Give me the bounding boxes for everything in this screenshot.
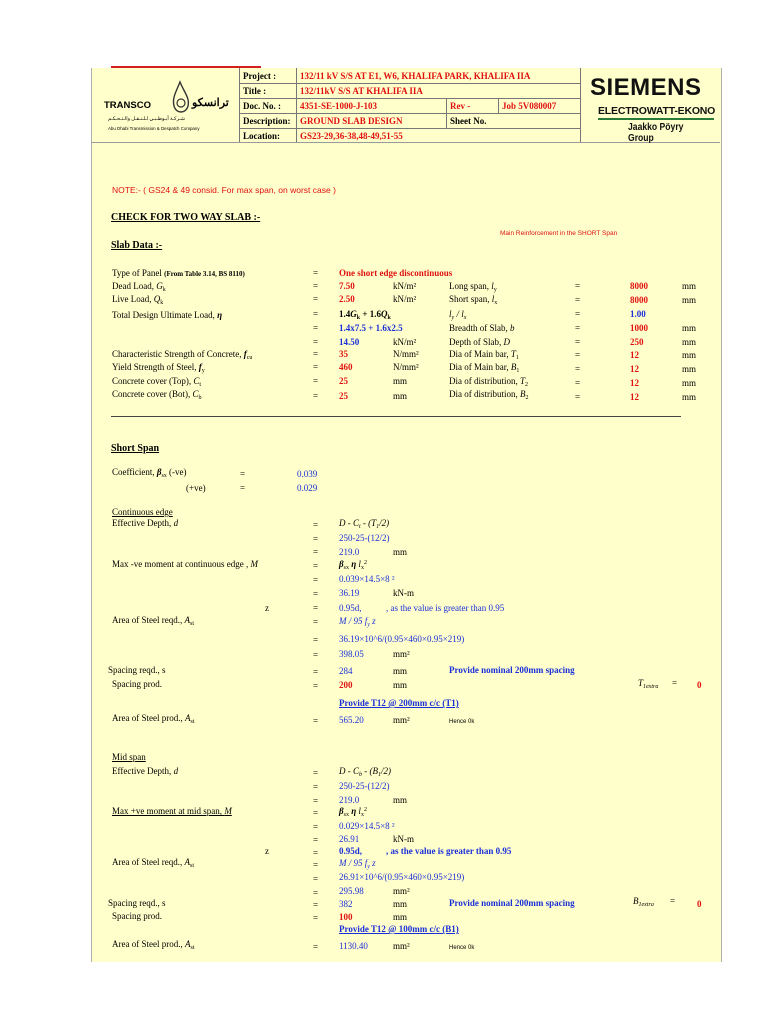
mid-effective-depth-label: Effective Depth, d [112, 766, 179, 776]
eq: = [313, 561, 319, 571]
eq: = [313, 835, 319, 845]
cover-top-value: 25 [339, 376, 348, 386]
effective-depth-value: 219.0 [339, 547, 360, 557]
siemens-logo [588, 72, 716, 144]
provide-b1: Provide T12 @ 100mm c/c (B1) [339, 924, 459, 934]
eq: = [313, 942, 319, 952]
mid-spacing-prov-unit: mm [393, 912, 408, 922]
moment-unit: kN-m [393, 588, 414, 598]
calculation-sheet [91, 68, 722, 962]
breadth-label: Breadth of Slab, b [449, 323, 515, 333]
fcu-label: Characteristic Strength of Concrete, $f_{cu}$ [112, 349, 253, 361]
tdul-value: 14.50 [339, 337, 360, 347]
tdul-formula: $1.4G_k + 1.6Q_k$ [339, 309, 391, 321]
eq: = [313, 900, 319, 910]
fy-label: Yield Strength of Steel, $f_y$ [112, 362, 205, 374]
eq: = [313, 874, 319, 884]
mid-moment-unit: kN-m [393, 834, 414, 844]
mid-steel-area-req-formula: M / 95 $f_y$ z [339, 858, 376, 870]
eq: = [313, 520, 319, 530]
lever-arm-value: 0.95d, [339, 603, 362, 613]
slab-data-title: Slab Data :- [111, 240, 163, 251]
mid-steel-area-prov-unit: mm² [393, 941, 410, 951]
mid-effective-depth-unit: mm [393, 795, 408, 805]
tdul-unit: kN/m² [393, 337, 417, 347]
eq: = [575, 350, 581, 360]
eq: = [313, 635, 319, 645]
eq: = [313, 547, 319, 557]
eq: = [313, 848, 319, 858]
long-span-label: Long span, $l_y$ [449, 281, 497, 293]
main-bar-b1-label: Dia of Main bar, $B_1$ [449, 362, 520, 374]
moment-substituted: 0.039×14.5×8 ² [339, 574, 395, 584]
mid-spacing-note: Provide nominal 200mm spacing [449, 898, 575, 908]
eq: = [313, 362, 319, 372]
mid-steel-area-req-unit: mm² [393, 886, 410, 896]
steel-area-prov-label: Area of Steel prod., $A_{st}$ [112, 713, 195, 725]
divider [296, 68, 297, 142]
eq: = [313, 337, 319, 347]
siemens-wordmark: SIEMENS [590, 74, 702, 101]
eq: = [575, 378, 581, 388]
short-span-label: Short span, $l_x$ [449, 294, 498, 306]
live-load-label: Live Load, $Q_k$ [112, 294, 164, 306]
eq: = [575, 309, 581, 319]
fy-unit: N/mm² [393, 362, 419, 372]
dead-load-value: 7.50 [339, 281, 355, 291]
eq: = [313, 796, 319, 806]
cover-bot-unit: mm [393, 391, 408, 401]
dist-bar-b2-value: 12 [630, 392, 639, 402]
effective-depth-label: Effective Depth, d [112, 518, 179, 528]
eq: = [575, 364, 581, 374]
dead-load-unit: kN/m² [393, 281, 417, 291]
mid-spacing-req-value: 382 [339, 899, 353, 909]
effective-depth-substituted: 250-25-(12/2) [339, 533, 390, 543]
divider [239, 128, 580, 129]
fcu-unit: N/mm² [393, 349, 419, 359]
mid-spacing-req-unit: mm [393, 899, 408, 909]
eq: = [313, 534, 319, 544]
eq: = [313, 768, 319, 778]
electrowatt-ekono: ELECTROWATT-EKONO [598, 105, 716, 117]
steel-area-prov-unit: mm² [393, 715, 410, 725]
main-bar-t1-value: 12 [630, 350, 639, 360]
main-bar-b1-unit: mm [682, 364, 697, 374]
hence-ok: Hence 0k [449, 719, 475, 725]
dist-bar-t2-label: Dia of distribution, $T_2$ [449, 376, 529, 388]
bottom-extra-label: $B_{1extra}$ [633, 896, 654, 908]
description-value: GROUND SLAB DESIGN [300, 116, 403, 126]
location-label: Location: [243, 131, 280, 141]
mid-lever-arm-label: z [265, 846, 269, 856]
note: NOTE:- ( GS24 & 49 consid. For max span, on worst case ) [112, 185, 336, 195]
spacing-prov-value: 200 [339, 680, 353, 690]
eq: = [240, 483, 246, 493]
mid-spacing-req-label: Spacing reqd., s [108, 898, 166, 908]
divider [239, 113, 580, 114]
transco-arabic: ترانسكو [192, 97, 229, 109]
mid-lever-arm-note: , as the value is greater than 0.95 [386, 846, 512, 856]
transco-tagline-en: Abu Dhabi Transmission & Despatch Company [108, 126, 200, 131]
provide-t1: Provide T12 @ 200mm c/c (T1) [339, 698, 459, 708]
panel-type-label: Type of Panel (From Table 3.14, BS 8110) [112, 268, 245, 278]
eq: = [313, 309, 319, 319]
mid-steel-area-req-label: Area of Steel reqd., $A_{st}$ [112, 857, 194, 869]
coefficient-pos-value: 0.029 [297, 483, 318, 493]
depth-label: Depth of Slab, D [449, 337, 510, 347]
location-value: GS23-29,36-38,48-49,51-55 [300, 131, 403, 141]
main-reinforcement-note: Main Reinforcement in the SHORT Span [500, 230, 618, 237]
mid-moment-substituted: 0.029×14.5×8 ² [339, 821, 395, 831]
short-span-title: Short Span [111, 443, 160, 454]
jaakko-poyry-group: Jaakko Pöyry Group [628, 122, 684, 144]
tdul-substituted: 1.4x7.5 + 1.6x2.5 [339, 323, 403, 333]
eq: = [313, 860, 319, 870]
dist-bar-t2-value: 12 [630, 378, 639, 388]
breadth-value: 1000 [630, 323, 648, 333]
transco-logo [100, 78, 234, 134]
dist-bar-b2-unit: mm [682, 392, 697, 402]
span-ratio-value: 1.00 [630, 309, 646, 319]
mid-spacing-prov-label: Spacing prod. [112, 911, 162, 921]
eq: = [313, 575, 319, 585]
steel-area-req-value: 398.05 [339, 649, 364, 659]
divider [239, 98, 580, 99]
eq: = [313, 888, 319, 898]
eq: = [313, 667, 319, 677]
top-extra-label: $T_{1extra}$ [638, 678, 659, 690]
eq: = [313, 650, 319, 660]
rev-label: Rev - [450, 101, 471, 111]
mid-moment-value: 26.91 [339, 834, 360, 844]
eq: = [672, 678, 678, 688]
tdul-label: Total Design Ultimate Load, η [112, 310, 223, 320]
eq: = [575, 392, 581, 402]
mid-spacing-prov-value: 100 [339, 912, 353, 922]
cover-bot-label: Concrete cover (Bot), $C_b$ [112, 389, 202, 401]
eq: = [313, 617, 319, 627]
transco-name: TRANSCO [104, 100, 151, 111]
sheet-no-label: Sheet No. [450, 116, 487, 126]
eq: = [313, 391, 319, 401]
steel-area-req-unit: mm² [393, 649, 410, 659]
project-value: 132/11 kV S/S AT E1, W6, KHALIFA PARK, KHALIFA IIA [300, 71, 531, 81]
eq: = [313, 589, 319, 599]
eq: = [313, 808, 319, 818]
coefficient-neg-value: 0.039 [297, 469, 318, 479]
breadth-unit: mm [682, 323, 697, 333]
mid-span-title: Mid span [112, 752, 146, 762]
effective-depth-unit: mm [393, 547, 408, 557]
transco-tagline-ar: شـركـة أبـوظـبـي لـلـنـقـل والـتـحـكـم [108, 117, 185, 122]
main-bar-t1-label: Dia of Main bar, $T_1$ [449, 349, 519, 361]
eq: = [575, 295, 581, 305]
eq: = [575, 323, 581, 333]
mid-moment-formula: $\beta_{sx}$ η $l_x^2$ [339, 806, 367, 818]
mid-lever-arm-value: 0.95d, [339, 846, 363, 856]
mid-effective-depth-value: 219.0 [339, 795, 360, 805]
steel-area-req-formula: M / 95 $f_y$ z [339, 616, 376, 628]
short-span-unit: mm [682, 295, 697, 305]
lever-arm-note: , as the value is greater than 0.95 [386, 603, 505, 613]
fy-value: 460 [339, 362, 353, 372]
steel-area-req-label: Area of Steel reqd., $A_{st}$ [112, 615, 194, 627]
divider [580, 68, 581, 142]
continuous-edge-title: Continuous edge [112, 507, 173, 517]
doc-no-label: Doc. No. : [243, 101, 281, 111]
fcu-value: 35 [339, 349, 348, 359]
spacing-prov-label: Spacing prod. [112, 679, 162, 689]
effective-depth-formula: D - $C_t - (T_1/2)$ [339, 518, 390, 530]
steel-area-req-substituted: 36.19×10^6/(0.95×460×0.95×219) [339, 634, 465, 644]
mid-steel-area-prov-value: 1130.40 [339, 941, 368, 951]
spacing-req-value: 284 [339, 666, 353, 676]
lever-arm-label: z [265, 603, 269, 613]
mid-steel-area-prov-label: Area of Steel prod., $A_{st}$ [112, 939, 195, 951]
spacing-note: Provide nominal 200mm spacing [449, 665, 575, 675]
cover-top-label: Concrete cover (Top), $C_t$ [112, 376, 202, 388]
live-load-unit: kN/m² [393, 294, 417, 304]
dist-bar-b2-label: Dia of distribution, $B_2$ [449, 389, 529, 401]
mid-effective-depth-formula: D - $C_b - (B_1/2)$ [339, 766, 391, 778]
eq: = [575, 337, 581, 347]
divider [498, 98, 499, 113]
spacing-req-label: Spacing reqd., s [108, 665, 166, 675]
long-span-unit: mm [682, 281, 697, 291]
eq: = [313, 716, 319, 726]
bottom-extra-value: 0 [697, 899, 702, 909]
short-span-value: 8000 [630, 295, 648, 305]
eq: = [313, 681, 319, 691]
eq: = [240, 469, 246, 479]
title-label: Title : [243, 86, 267, 96]
dead-load-label: Dead Load, $G_k$ [112, 281, 166, 293]
eq: = [313, 782, 319, 792]
check-title: CHECK FOR TWO WAY SLAB :- [111, 212, 261, 223]
doc-no-value: 4351-SE-1000-J-103 [300, 101, 377, 111]
main-bar-b1-value: 12 [630, 364, 639, 374]
coefficient-neg-label: Coefficient, $\beta_{sx}$ (-ve) [112, 467, 187, 479]
main-bar-t1-unit: mm [682, 350, 697, 360]
dist-bar-t2-unit: mm [682, 378, 697, 388]
mid-hence-ok: Hence 0k [449, 945, 475, 951]
span-ratio-label: $l_y / l_x$ [449, 309, 467, 321]
spacing-prov-unit: mm [393, 680, 408, 690]
eq: = [313, 268, 319, 278]
live-load-value: 2.50 [339, 294, 355, 304]
section-divider [111, 416, 681, 417]
mid-moment-label: Max +ve moment at mid span, M [112, 806, 232, 816]
panel-type-value: One short edge discontinuous [339, 268, 453, 278]
mid-steel-area-req-substituted: 26.91×10^6/(0.95×460×0.95×219) [339, 872, 465, 882]
divider [239, 68, 240, 142]
project-label: Project : [243, 71, 277, 81]
divider [239, 83, 580, 84]
moment-formula: $\beta_{sx}$ η $l_x^2$ [339, 559, 367, 571]
job-number: Job 5V080007 [502, 101, 557, 111]
depth-unit: mm [682, 337, 697, 347]
eq: = [313, 376, 319, 386]
top-extra-value: 0 [697, 680, 702, 690]
mid-steel-area-req-value: 295.98 [339, 886, 364, 896]
eq: = [313, 323, 319, 333]
spacing-req-unit: mm [393, 666, 408, 676]
long-span-value: 8000 [630, 281, 648, 291]
depth-value: 250 [630, 337, 644, 347]
eq: = [313, 913, 319, 923]
mid-effective-depth-substituted: 250-25-(12/2) [339, 781, 390, 791]
cover-top-unit: mm [393, 376, 408, 386]
coefficient-pos-label: (+ve) [186, 483, 206, 493]
eq: = [313, 294, 319, 304]
eq: = [313, 603, 319, 613]
eq: = [313, 349, 319, 359]
title-value: 132/11kV S/S AT KHALIFA IIA [300, 86, 423, 96]
eq: = [313, 822, 319, 832]
eq: = [313, 281, 319, 291]
moment-label: Max -ve moment at continuous edge , M [112, 559, 258, 569]
description-label: Description: [243, 116, 291, 126]
ekono-underline [598, 118, 714, 120]
moment-value: 36.19 [339, 588, 360, 598]
eq: = [670, 896, 676, 906]
eq: = [575, 281, 581, 291]
cover-bot-value: 25 [339, 391, 348, 401]
steel-area-prov-value: 565.20 [339, 715, 364, 725]
